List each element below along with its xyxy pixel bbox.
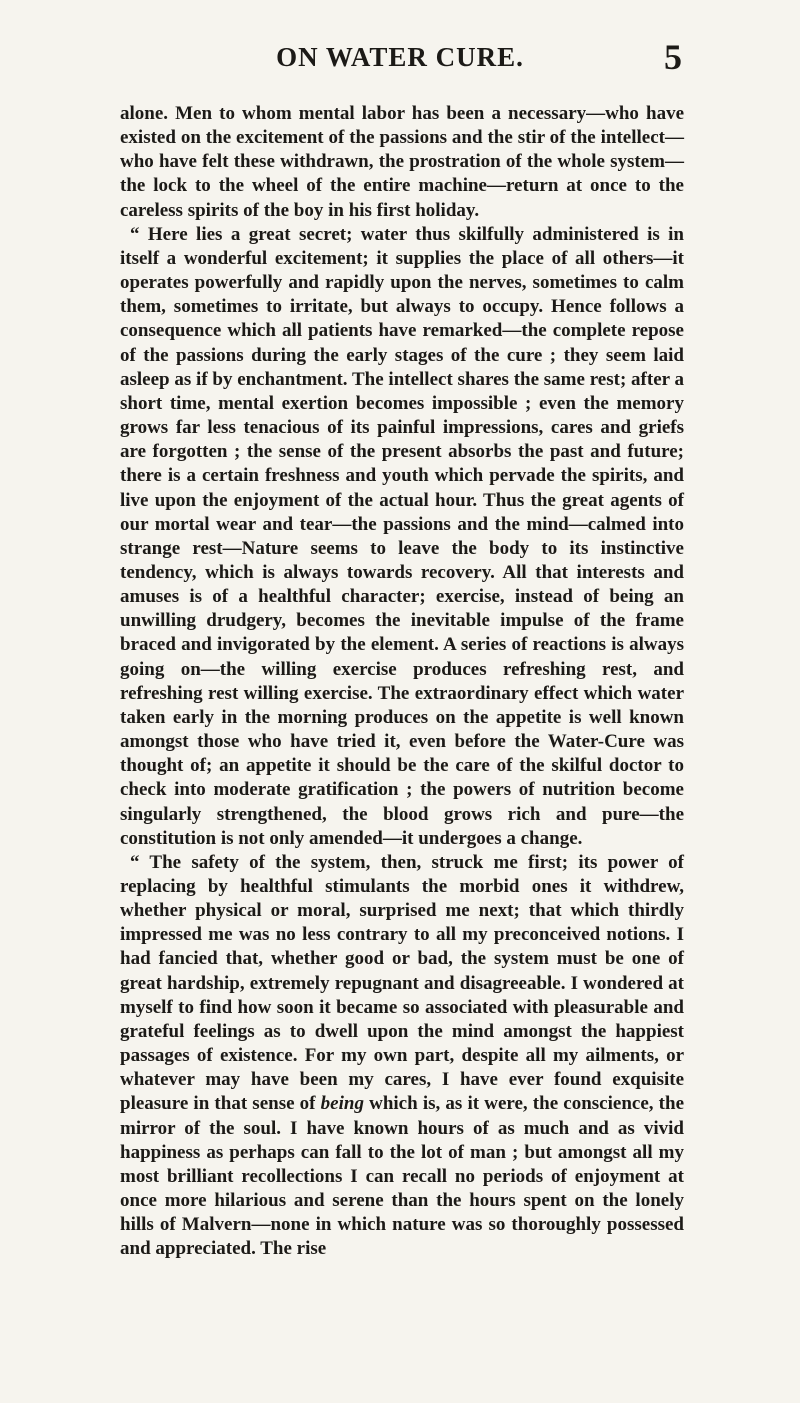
paragraph-text-after: which is, as it were, the conscience, the mirror of the soul. I have known hours of as much and as vivid happiness as perhaps can fall to the lot of man ; but amongst all my most brilliant recollections I can recall no periods of enjoyment at once more hilarious and serene than the hours spent on the lonely hills of Malvern—none in which nature was so thoroughly possessed and appreciated. The rise (120, 1093, 684, 1260)
page-number: 5 (664, 37, 682, 77)
paragraph-text-before: “ The safety of the system, then, struck me first; its power of replacing by healthful stimulants the morbid ones it withdrew, whether physical or moral, surprised me next; that which thirdly impressed me was no less contrary to all my preconceived notions. I had fancied that, whether good or bad, the system must be one of great hardship, extremely repugnant and disagreeable. I wondered at myself to find how soon it became so associated with pleasurable and grateful feelings as to dwell upon the mind amongst the happiest passages of existence. For my own part, despite all my ailments, or whatever may have been my cares, I have ever found exquisite pleasure in that sense of (120, 851, 684, 1115)
running-head (0, 37, 800, 82)
paragraph-continuation: alone. Men to whom mental labor has been a necessary—who have existed on the excitement of the passions and the stir of the intellect—who have felt these withdrawn, the prostration of the whole system—the lock to the wheel of the entire machine—return at once to the careless spirits of the boy in his first holiday. (120, 103, 684, 221)
running-title: ON WATER CURE. (276, 42, 524, 72)
paragraph-safety-of-system (120, 851, 684, 1262)
body-text (120, 102, 684, 1262)
emphasis-being: being (320, 1093, 364, 1115)
paragraph-great-secret: “ Here lies a great secret; water thus skilfully administered is in itself a wonderful excitement; it supplies the place of all others—it operates powerfully and rapidly upon the nerves, sometimes to calm them, sometimes to irritate, but always to occupy. Hence follows a consequence which all patients have remarked—the complete repose of the passions during the early stages of the cure ; they seem laid asleep as if by enchantment. The intellect shares the same rest; after a short time, mental exertion becomes impossible ; even the memory grows far less tenacious of its painful impressions, cares and griefs are forgotten ; the sense of the present absorbs the past and future; there is a certain freshness and youth which pervade the spirits, and live upon the enjoyment of the actual hour. Thus the great agents of our mortal wear and tear—the passions and the mind—calmed into strange rest—Nature seems to leave the body to its instinctive tendency, which is always towards recovery. All that interests and amuses is of a healthful character; exercise, instead of being an unwilling drudgery, becomes the inevitable impulse of the frame braced and invigorated by the element. A series of reactions is always going on—the willing exercise produces refreshing rest, and refreshing rest willing exercise. The extraordinary effect which water taken early in the morning produces on the appetite is well known amongst those who have tried it, even before the Water-Cure was thought of; an appetite it should be the care of the skilful doctor to check into moderate gratification ; the powers of nutrition become singularly strengthened, the blood grows rich and pure—the constitution is not only amended—it undergoes a change. (120, 223, 684, 849)
